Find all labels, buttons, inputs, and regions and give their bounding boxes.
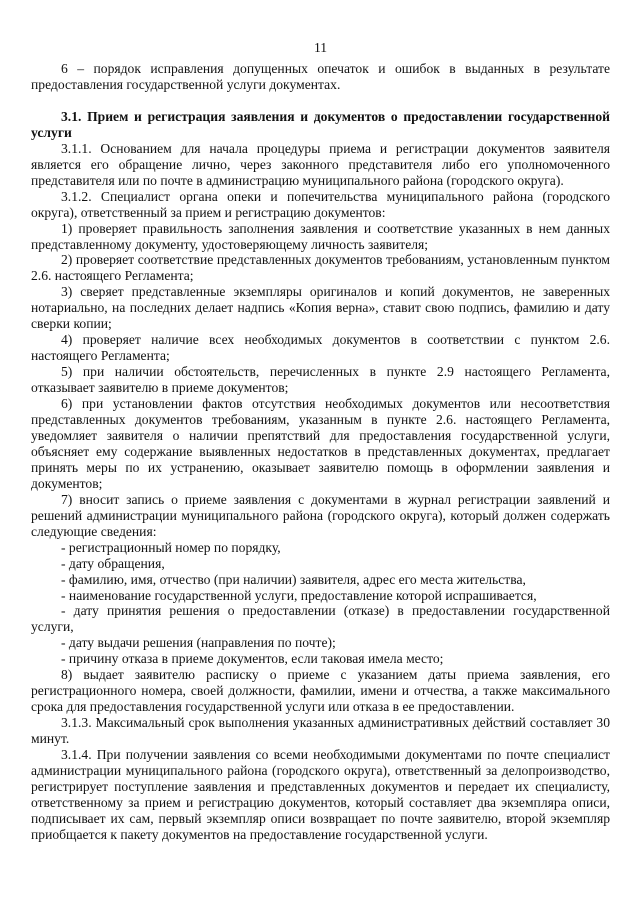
journal-field: - регистрационный номер по порядку,: [61, 539, 281, 555]
journal-field: - дату обращения,: [61, 555, 165, 571]
journal-field: - причину отказа в приеме документов, если таковая имела место;: [61, 651, 444, 667]
paragraph-3-1-3: 3.1.3. Максимальный срок выполнения указанных административных действий составляет 30 минут.: [31, 715, 610, 747]
section-heading: 3.1. Прием и регистрация заявления и документов о предоставлении государственной услуги: [31, 108, 610, 140]
journal-field: - дату принятия решения о предоставлении (отказе) в предоставлении государственной услуги,: [31, 603, 610, 635]
journal-field: - фамилию, имя, отчество (при наличии) заявителя, адрес его места жительства,: [61, 571, 526, 587]
list-item-5: 5) при наличии обстоятельств, перечисленных в пункте 2.9 настоящего Регламента, отказывает заявителю в приеме документов;: [31, 364, 610, 396]
list-item-3: 3) сверяет представленные экземпляры оригиналов и копий документов, не заверенных нотариально, на последних делает надпись «Копия верна», ставит свою подпись, фамилию и дату сверки копии;: [31, 284, 610, 332]
list-item-6: 6) при установлении фактов отсутствия необходимых документов или несоответствия представленных документов требованиям, указанным в пункте 2.6. настоящего Регламента, уведомляет заявителя о наличии препятствий для предоставления государственной услуги, объясняет ему содержание выявленных недостатков в представленных документах, предлагает принять меры по их устранению, оказывает заявителю помощь в оформлении заявления и документов;: [31, 396, 610, 491]
intro-paragraph: 6 – порядок исправления допущенных опечаток и ошибок в выданных в результате предоставления государственной услуги документах.: [31, 61, 610, 92]
paragraph-3-1-4: 3.1.4. При получении заявления со всеми необходимыми документами по почте специалист администрации муниципального района (городского округа), ответственный за делопроизводство, регистрирует поступление заявления и представленных документов и передает их специалисту, ответственному за прием и регистрацию документов, который составляет два экземпляра описи, подписывает их сам, первый экземпляр описи возвращает по почте заявителю, второй экземпляр приобщается к пакету документов на предоставление государственной услуги.: [31, 747, 610, 842]
list-item-1: 1) проверяет правильность заполнения заявления и соответствие указанных в нем данных представленному документу, удостоверяющему личность заявителя;: [31, 220, 610, 252]
journal-field: - дату выдачи решения (направления по почте);: [61, 635, 336, 651]
page-number: 11: [313, 40, 328, 55]
spacer: [31, 93, 610, 109]
list-item-8: 8) выдает заявителю расписку о приеме с указанием даты приема заявления, его регистрационного номера, своей должности, фамилии, имени и отчества, а также максимального срока для предоставления государственной услуги или отказа в ее предоставлении.: [31, 667, 610, 715]
paragraph-3-1-2: 3.1.2. Специалист органа опеки и попечительства муниципального района (городского округа), ответственный за прием и регистрацию документов:: [31, 188, 610, 220]
paragraph-3-1-1: 3.1.1. Основанием для начала процедуры приема и регистрации документов заявителя является его обращение лично, через законного представителя либо его уполномоченного представителя или по почте в администрацию муниципального района (городского округа).: [31, 140, 610, 188]
list-item-4: 4) проверяет наличие всех необходимых документов в соответствии с пунктом 2.6. настоящего Регламента;: [31, 332, 610, 364]
list-item-2: 2) проверяет соответствие представленных документов требованиям, установленным пунктом 2.6. настоящего Регламента;: [31, 252, 610, 284]
list-item-7: 7) вносит запись о приеме заявления с документами в журнал регистрации заявлений и решений администрации муниципального района (городского округа), который должен содержать следующие сведения:: [31, 491, 610, 539]
journal-field: - наименование государственной услуги, предоставление которой испрашивается,: [61, 587, 537, 603]
